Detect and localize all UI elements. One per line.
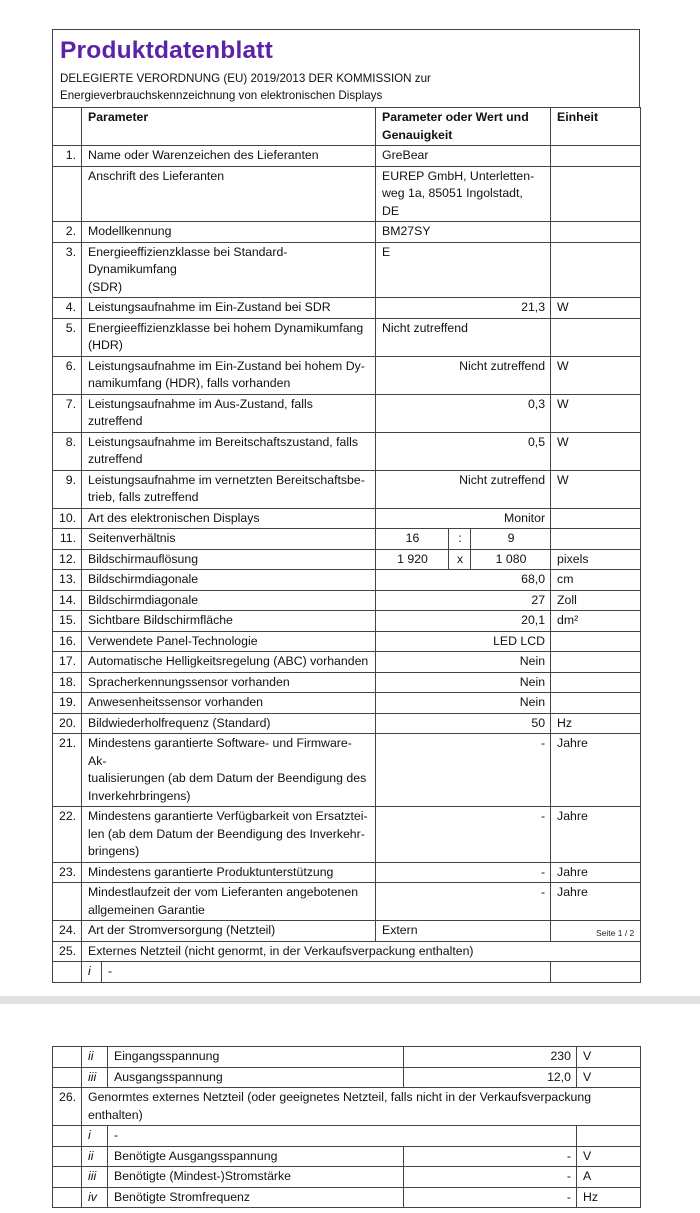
column-header-value: Parameter oder Wert und Genauigkeit [376,108,551,146]
table-row: 10. Art des elektronischen Displays Monitor [53,508,641,529]
table-row: 12. Bildschirmauflösung 1 920 x 1 080 pixels [53,549,641,570]
table-row: i - [53,1126,641,1147]
table-header-row [53,108,641,146]
table-row: Mindestlaufzeit der vom Lieferanten angebotenen allgemeinen Garantie - Jahre [53,883,641,921]
table-row: 8. Leistungsaufnahme im Bereitschaftszustand, falls zutreffend 0,5 W [53,432,641,470]
table-row: iii Ausgangsspannung 12,0 V [53,1067,641,1088]
table-row: 18. Spracherkennungssensor vorhanden Nein [53,672,641,693]
table-row: 16. Verwendete Panel-Technologie LED LCD [53,631,641,652]
table-row: 22. Mindestens garantierte Verfügbarkeit von Ersatztei- len (ab dem Datum der Beendigung des Inverkehr- bringens) - Jahre [53,807,641,863]
column-header-unit: Einheit [551,108,641,146]
table-row: 1. Name oder Warenzeichen des Lieferanten GreBear [53,146,641,167]
table-row: 20. Bildwiederholfrequenz (Standard) 50 Hz [53,713,641,734]
product-data-table [52,107,641,983]
table-row: 6. Leistungsaufnahme im Ein-Zustand bei hohem Dy- namikumfang (HDR), falls vorhanden Nicht zutreffend W [53,356,641,394]
table-row: ii Eingangsspannung 230 V [53,1047,641,1068]
table-row: 4. Leistungsaufnahme im Ein-Zustand bei SDR 21,3 W [53,298,641,319]
page-divider [0,996,700,1004]
table-row: 17. Automatische Helligkeitsregelung (ABC) vorhanden Nein [53,652,641,673]
column-header-parameter: Parameter [82,108,376,146]
datasheet-header [52,29,640,107]
table-row: 15. Sichtbare Bildschirmfläche 20,1 dm² [53,611,641,632]
table-row: 19. Anwesenheitssensor vorhanden Nein [53,693,641,714]
table-row: 11. Seitenverhältnis 16 : 9 [53,529,641,550]
product-data-table-continued [52,1046,641,1208]
table-row: 9. Leistungsaufnahme im vernetzten Bereitschaftsbe- trieb, falls zutreffend Nicht zutreffend W [53,470,641,508]
table-row: iii Benötigte (Mindest-)Stromstärke - A [53,1167,641,1188]
table-row: 13. Bildschirmdiagonale 68,0 cm [53,570,641,591]
regulation-subtitle: DELEGIERTE VERORDNUNG (EU) 2019/2013 DER KOMMISSION zur Energieverbrauchskennzeichnung von elektronischen Displays [60,72,431,102]
table-row: Anschrift des Lieferanten EUREP GmbH, Unterletten- weg 1a, 85051 Ingolstadt, DE [53,166,641,222]
table-row: 14. Bildschirmdiagonale 27 Zoll [53,590,641,611]
table-row: 23. Mindestens garantierte Produktunterstützung - Jahre [53,862,641,883]
page-number: Seite 1 / 2 [596,928,635,938]
table-row: 24. Art der Stromversorgung (Netzteil) Extern [53,921,641,942]
datasheet-page-2 [52,1046,640,1208]
table-row: 2. Modellkennung BM27SY [53,222,641,243]
datasheet-page-1 [52,29,640,983]
page-title: Produktdatenblatt [60,37,274,64]
table-row: 26. Genormtes externes Netzteil (oder geeignetes Netzteil, falls nicht in der Verkaufsverpackung enthalten) [53,1088,641,1126]
table-row: 5. Energieeffizienzklasse bei hohem Dynamikumfang (HDR) Nicht zutreffend [53,318,641,356]
table-row: 25. Externes Netzteil (nicht genormt, in der Verkaufsverpackung enthalten) [53,941,641,962]
table-row: 3. Energieeffizienzklasse bei Standard-Dynamikumfang (SDR) E [53,242,641,298]
table-row: i - [53,962,641,983]
table-row: 7. Leistungsaufnahme im Aus-Zustand, falls zutreffend 0,3 W [53,394,641,432]
table-row: iv Benötigte Stromfrequenz - Hz [53,1187,641,1208]
table-row: ii Benötigte Ausgangsspannung - V [53,1146,641,1167]
table-row: 21. Mindestens garantierte Software- und Firmware-Ak- tualisierungen (ab dem Datum der Beendigung des Inverkehrbringens) - Jahre [53,734,641,807]
